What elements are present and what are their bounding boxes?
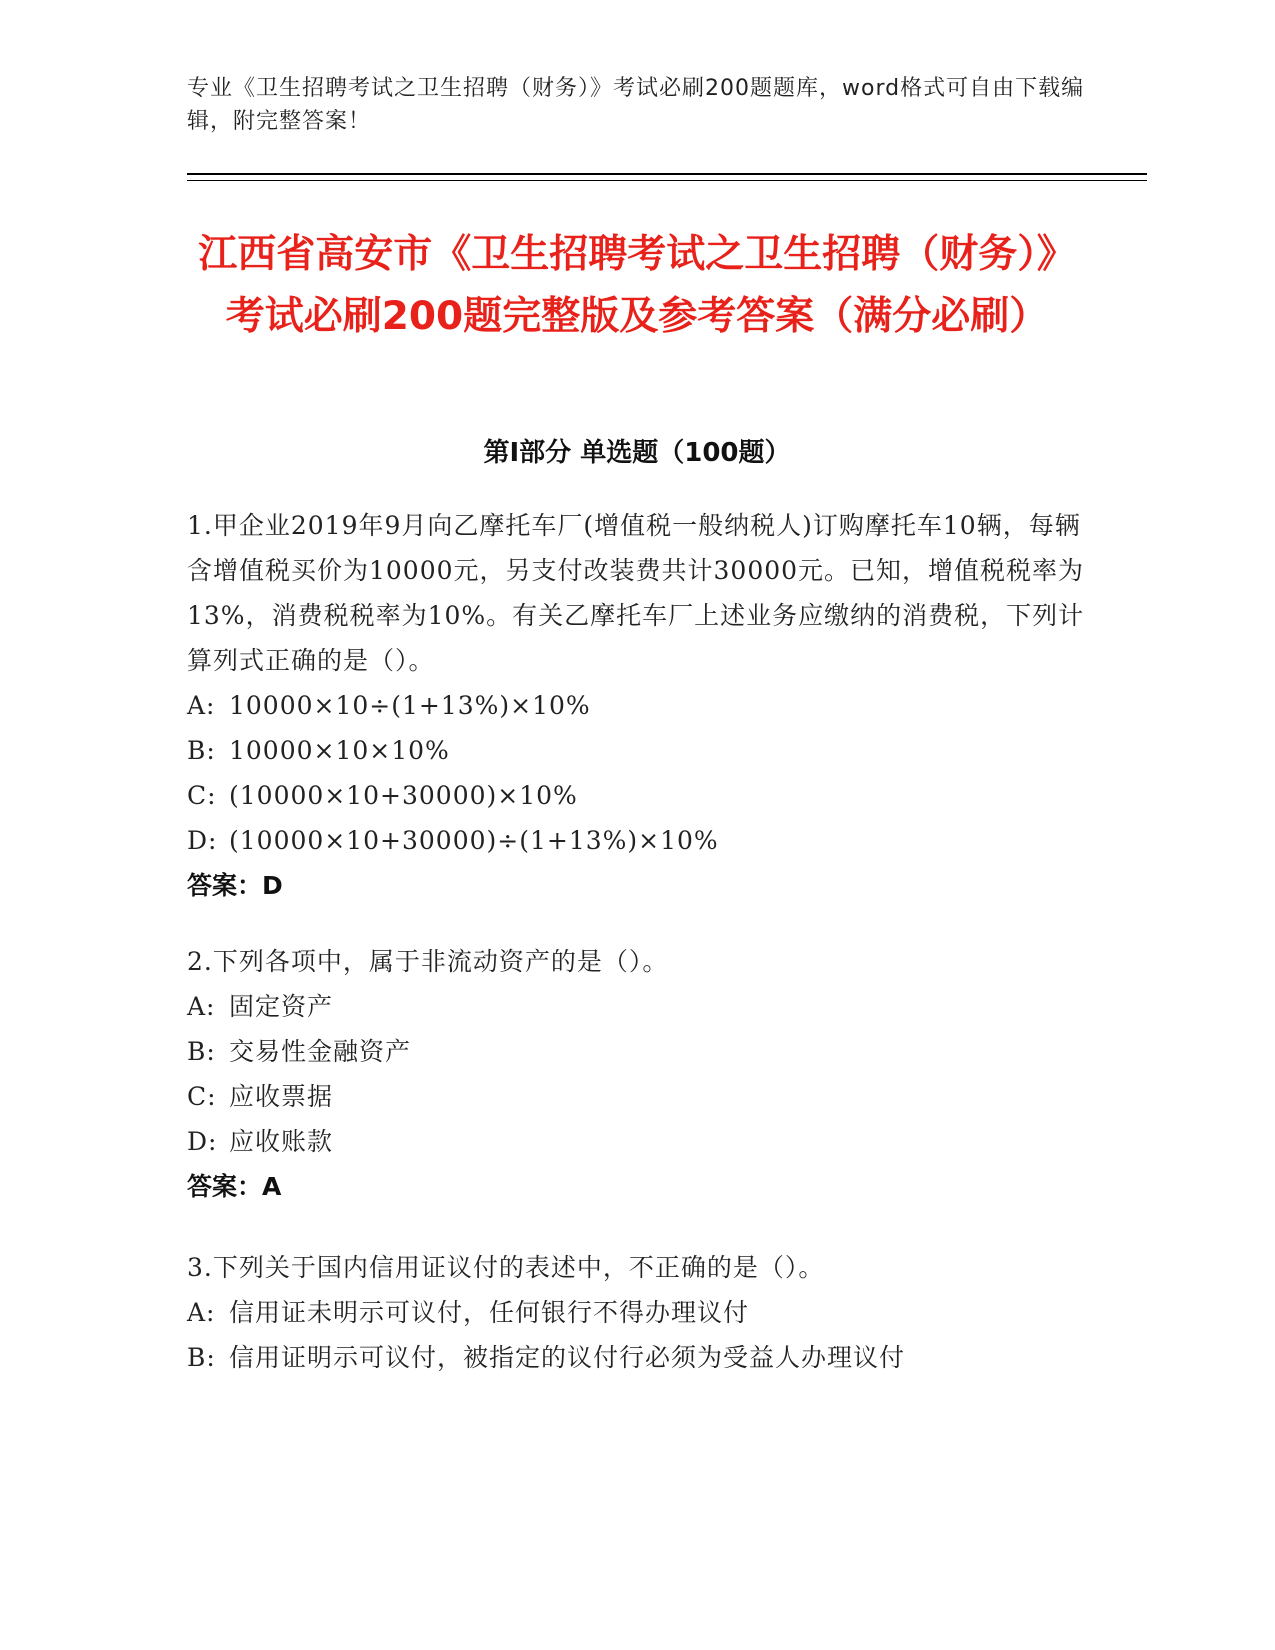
section-heading: 第Ⅰ部分 单选题（100题）: [483, 438, 791, 468]
question-answer: 答案：A: [187, 1172, 282, 1201]
header-rule-thick: [187, 173, 1147, 175]
option-text: (10000×10+30000)×10%: [229, 781, 578, 810]
question-option: [187, 773, 1087, 818]
option-key: B:: [187, 736, 216, 765]
question-2: [187, 939, 1087, 1209]
option-text: 信用证明示可议付，被指定的议付行必须为受益人办理议付: [229, 1343, 906, 1372]
option-text: 10000×10×10%: [229, 736, 450, 765]
option-key: A:: [187, 1298, 216, 1327]
question-3: [187, 1245, 1087, 1380]
option-text: 应收票据: [229, 1082, 334, 1111]
option-key: A:: [187, 691, 216, 720]
option-key: C:: [187, 1082, 217, 1111]
question-option: [187, 728, 1087, 773]
question-option: [187, 1335, 1087, 1380]
question-option: [187, 984, 1087, 1029]
question-stem: 2.下列各项中，属于非流动资产的是（）。: [187, 947, 669, 976]
question-option: [187, 1290, 1087, 1335]
question-option: [187, 683, 1087, 728]
option-key: B:: [187, 1343, 216, 1372]
option-text: 固定资产: [229, 992, 334, 1021]
header-note: 专业《卫生招聘考试之卫生招聘（财务）》考试必刷200题题库，word格式可自由下载编辑，附完整答案！: [187, 76, 1085, 134]
question-option: [187, 1074, 1087, 1119]
option-key: A:: [187, 992, 216, 1021]
question-answer: 答案：D: [187, 871, 283, 900]
question-option: [187, 818, 1087, 863]
question-option: [187, 1119, 1087, 1164]
question-stem: 1.甲企业2019年9月向乙摩托车厂(增值税一般纳税人)订购摩托车10辆，每辆含增值税买价为10000元，另支付改装费共计30000元。已知，增值税税率为13%，消费税税率为10%。有关乙摩托车厂上述业务应缴纳的消费税，下列计算列式正确的是（）。: [187, 511, 1085, 675]
question-1: [187, 503, 1087, 908]
option-key: D:: [187, 826, 218, 855]
document-title: 江西省高安市《卫生招聘考试之卫生招聘（财务）》考试必刷200题完整版及参考答案（满分必刷）: [198, 232, 1076, 339]
option-text: 信用证未明示可议付，任何银行不得办理议付: [229, 1298, 750, 1327]
option-text: 交易性金融资产: [229, 1037, 412, 1066]
question-stem: 3.下列关于国内信用证议付的表述中，不正确的是（）。: [187, 1253, 825, 1282]
option-text: 10000×10÷(1+13%)×10%: [229, 691, 591, 720]
header-rule-thin: [187, 180, 1147, 181]
option-key: D:: [187, 1127, 218, 1156]
option-key: B:: [187, 1037, 216, 1066]
option-text: 应收账款: [229, 1127, 334, 1156]
option-text: (10000×10+30000)÷(1+13%)×10%: [229, 826, 719, 855]
option-key: C:: [187, 781, 217, 810]
question-option: [187, 1029, 1087, 1074]
